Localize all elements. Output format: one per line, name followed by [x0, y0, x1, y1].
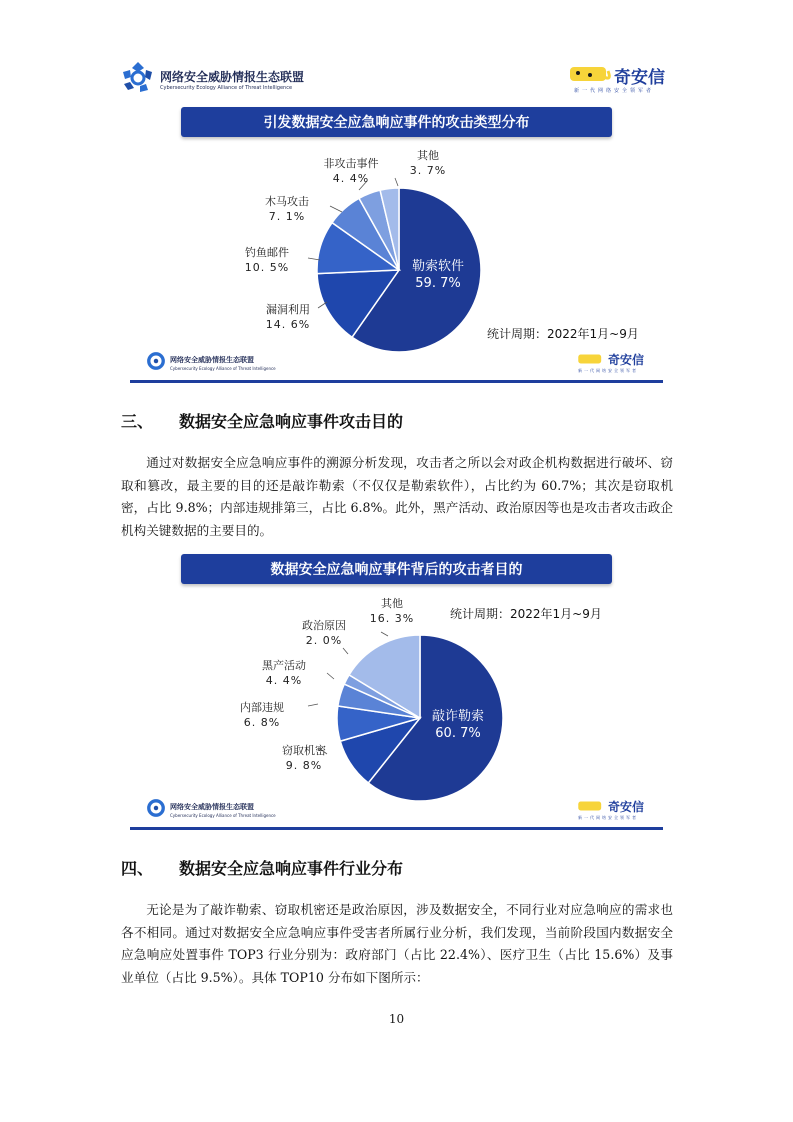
section4-title: 数据安全应急响应事件行业分布 — [179, 859, 404, 878]
chart1-label-other: 其他 3. 7% — [409, 149, 447, 177]
chart1-label-phishing: 钓鱼邮件 10. 5% — [244, 246, 290, 274]
brand-tagline: 新一代网络安全领军者 — [574, 88, 655, 94]
chart2-label-other: 其他 16. 3% — [369, 597, 415, 625]
chart1-pie — [130, 140, 663, 380]
section4-paragraph: 无论是为了敲诈勒索、窃取机密还是政治原因，涉及数据安全，不同行业对应急响应的需求也各不相同。通过对数据安全应急响应事件受害者所属行业分析，我们发现，当前阶段国内数据安全应急响应处置事件 TOP3 行业分别为：政府部门（占比 22.4%）、医疗卫生（占比 15.6%）及事业单位（占比 9.5%）。具体 TOP10 分布如下图所示： — [121, 902, 673, 985]
chart1-leader-line-2 — [330, 206, 342, 212]
chart2-period: 统计周期：2022年1月~9月 — [450, 607, 602, 621]
chart1-label-trojan: 木马攻击 7. 1% — [265, 195, 309, 223]
chart1-label-vuln: 漏洞利用 14. 6% — [265, 303, 311, 331]
chart2-leader-line-0 — [381, 632, 388, 636]
section4-heading — [121, 856, 403, 879]
chart1-alliance-name-cn: 网络安全威胁情报生态联盟 — [170, 356, 254, 364]
chart1-mascot-icon — [576, 352, 606, 366]
chart2-alliance-name-cn: 网络安全威胁情报生态联盟 — [170, 803, 254, 811]
section3-number: 三、 — [121, 412, 154, 431]
chart1-alliance-name-en: Cybersecurity Ecology Alliance of Threat Intelligence — [170, 366, 276, 371]
chart1-label-non-attack: 非攻击事件 4. 4% — [323, 157, 379, 185]
brand-name: 奇安信 — [614, 68, 665, 88]
chart1-brand-tagline: 新一代网络安全领军者 — [578, 368, 638, 373]
chart2-label-espionage: 窃取机密 9. 8% — [282, 744, 326, 772]
chart1-brand-name: 奇安信 — [608, 353, 645, 367]
chart2-bottom-rule — [130, 827, 663, 830]
alliance-name-en: Cybersecurity Ecology Alliance of Threat Intelligence — [160, 85, 293, 91]
page-number: 10 — [388, 1012, 405, 1026]
chart2-alliance-emblem-icon — [146, 798, 166, 818]
chart1-bottom-rule — [130, 380, 663, 383]
mascot-icon — [568, 63, 612, 85]
chart2-brand-name: 奇安信 — [608, 800, 645, 814]
section3-heading — [121, 409, 403, 432]
alliance-name-cn: 网络安全威胁情报生态联盟 — [160, 70, 305, 84]
chart2-banner: 数据安全应急响应事件背后的攻击者目的 — [181, 554, 612, 584]
alliance-logo — [120, 60, 320, 100]
chart2-leader-line-1 — [343, 648, 348, 654]
chart1-label-ransomware: 勒索软件 59. 7% — [411, 259, 464, 291]
chart2-leader-line-3 — [308, 704, 318, 706]
section3-title: 数据安全应急响应事件攻击目的 — [179, 412, 404, 431]
section4-number: 四、 — [121, 859, 154, 878]
chart1-banner: 引发数据安全应急响应事件的攻击类型分布 — [181, 107, 612, 137]
chart2-leader-line-2 — [327, 673, 334, 679]
chart1-alliance-emblem-icon — [146, 351, 166, 371]
chart2-mascot-icon — [576, 799, 606, 813]
chart2-label-extortion: 敲诈勒索 60. 7% — [431, 709, 484, 741]
chart2-brand-tagline: 新一代网络安全领军者 — [578, 815, 638, 820]
chart2-label-political: 政治原因 2. 0% — [302, 619, 346, 647]
chart1-period: 统计周期：2022年1月~9月 — [487, 327, 639, 341]
section3-paragraph: 通过对数据安全应急响应事件的溯源分析发现，攻击者之所以会对政企机构数据进行破坏、窃取和篡改，最主要的目的还是敲诈勒索（不仅仅是勒索软件），占比约为 60.7%；其次是窃取机密，占比 9.8%；内部违规排第三，占比 6.8%。此外，黑产活动、政治原因等也是攻击者攻击政企机构关键数据的主要目的。 — [121, 455, 673, 538]
brand-logo — [568, 60, 678, 100]
alliance-emblem-icon — [120, 60, 156, 96]
chart2-alliance-name-en: Cybersecurity Ecology Alliance of Threat Intelligence — [170, 813, 276, 818]
chart1-leader-line-1 — [395, 178, 398, 186]
chart2-label-blackmarket: 黑产活动 4. 4% — [262, 659, 306, 687]
chart2-label-insider: 内部违规 6. 8% — [240, 701, 284, 729]
